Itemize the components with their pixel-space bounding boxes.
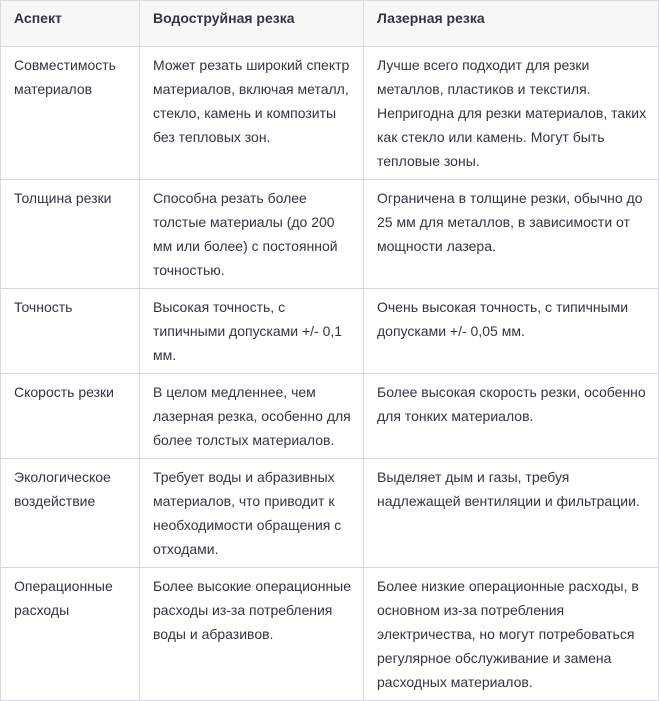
cell-aspect: Операционные расходы bbox=[1, 568, 140, 701]
cell-laser: Лучше всего подходит для резки металлов, пластиков и текстиля. Непригодна для резки материалов, таких как стекло или камень. Могут быть тепловые зоны. bbox=[364, 47, 659, 180]
cell-waterjet: В целом медленнее, чем лазерная резка, особенно для более толстых материалов. bbox=[140, 374, 364, 459]
table-row bbox=[1, 47, 659, 180]
header-aspect: Аспект bbox=[1, 1, 140, 47]
cell-laser: Выделяет дым и газы, требуя надлежащей вентиляции и фильтрации. bbox=[364, 459, 659, 568]
cell-waterjet: Может резать широкий спектр материалов, включая металл, стекло, камень и композиты без тепловых зон. bbox=[140, 47, 364, 180]
cell-waterjet: Способна резать более толстые материалы (до 200 мм или более) с постоянной точностью. bbox=[140, 180, 364, 289]
table-row bbox=[1, 568, 659, 701]
cell-aspect: Точность bbox=[1, 289, 140, 374]
cell-waterjet: Требует воды и абразивных материалов, что приводит к необходимости обращения с отходами. bbox=[140, 459, 364, 568]
cell-waterjet: Высокая точность, с типичными допусками +/- 0,1 мм. bbox=[140, 289, 364, 374]
cell-laser: Очень высокая точность, с типичными допусками +/- 0,05 мм. bbox=[364, 289, 659, 374]
table-row bbox=[1, 289, 659, 374]
header-laser: Лазерная резка bbox=[364, 1, 659, 47]
cell-waterjet: Более высокие операционные расходы из-за потребления воды и абразивов. bbox=[140, 568, 364, 701]
cell-laser: Более высокая скорость резки, особенно для тонких материалов. bbox=[364, 374, 659, 459]
cell-aspect: Толщина резки bbox=[1, 180, 140, 289]
cell-aspect: Совместимость материалов bbox=[1, 47, 140, 180]
table-row bbox=[1, 180, 659, 289]
table-row bbox=[1, 459, 659, 568]
cell-laser: Ограничена в толщине резки, обычно до 25 мм для металлов, в зависимости от мощности лазера. bbox=[364, 180, 659, 289]
header-waterjet: Водоструйная резка bbox=[140, 1, 364, 47]
cell-aspect: Скорость резки bbox=[1, 374, 140, 459]
cell-laser: Более низкие операционные расходы, в основном из-за потребления электричества, но могут потребоваться регулярное обслуживание и замена расходных материалов. bbox=[364, 568, 659, 701]
cell-aspect: Экологическое воздействие bbox=[1, 459, 140, 568]
header-row bbox=[1, 1, 659, 47]
table-row bbox=[1, 374, 659, 459]
